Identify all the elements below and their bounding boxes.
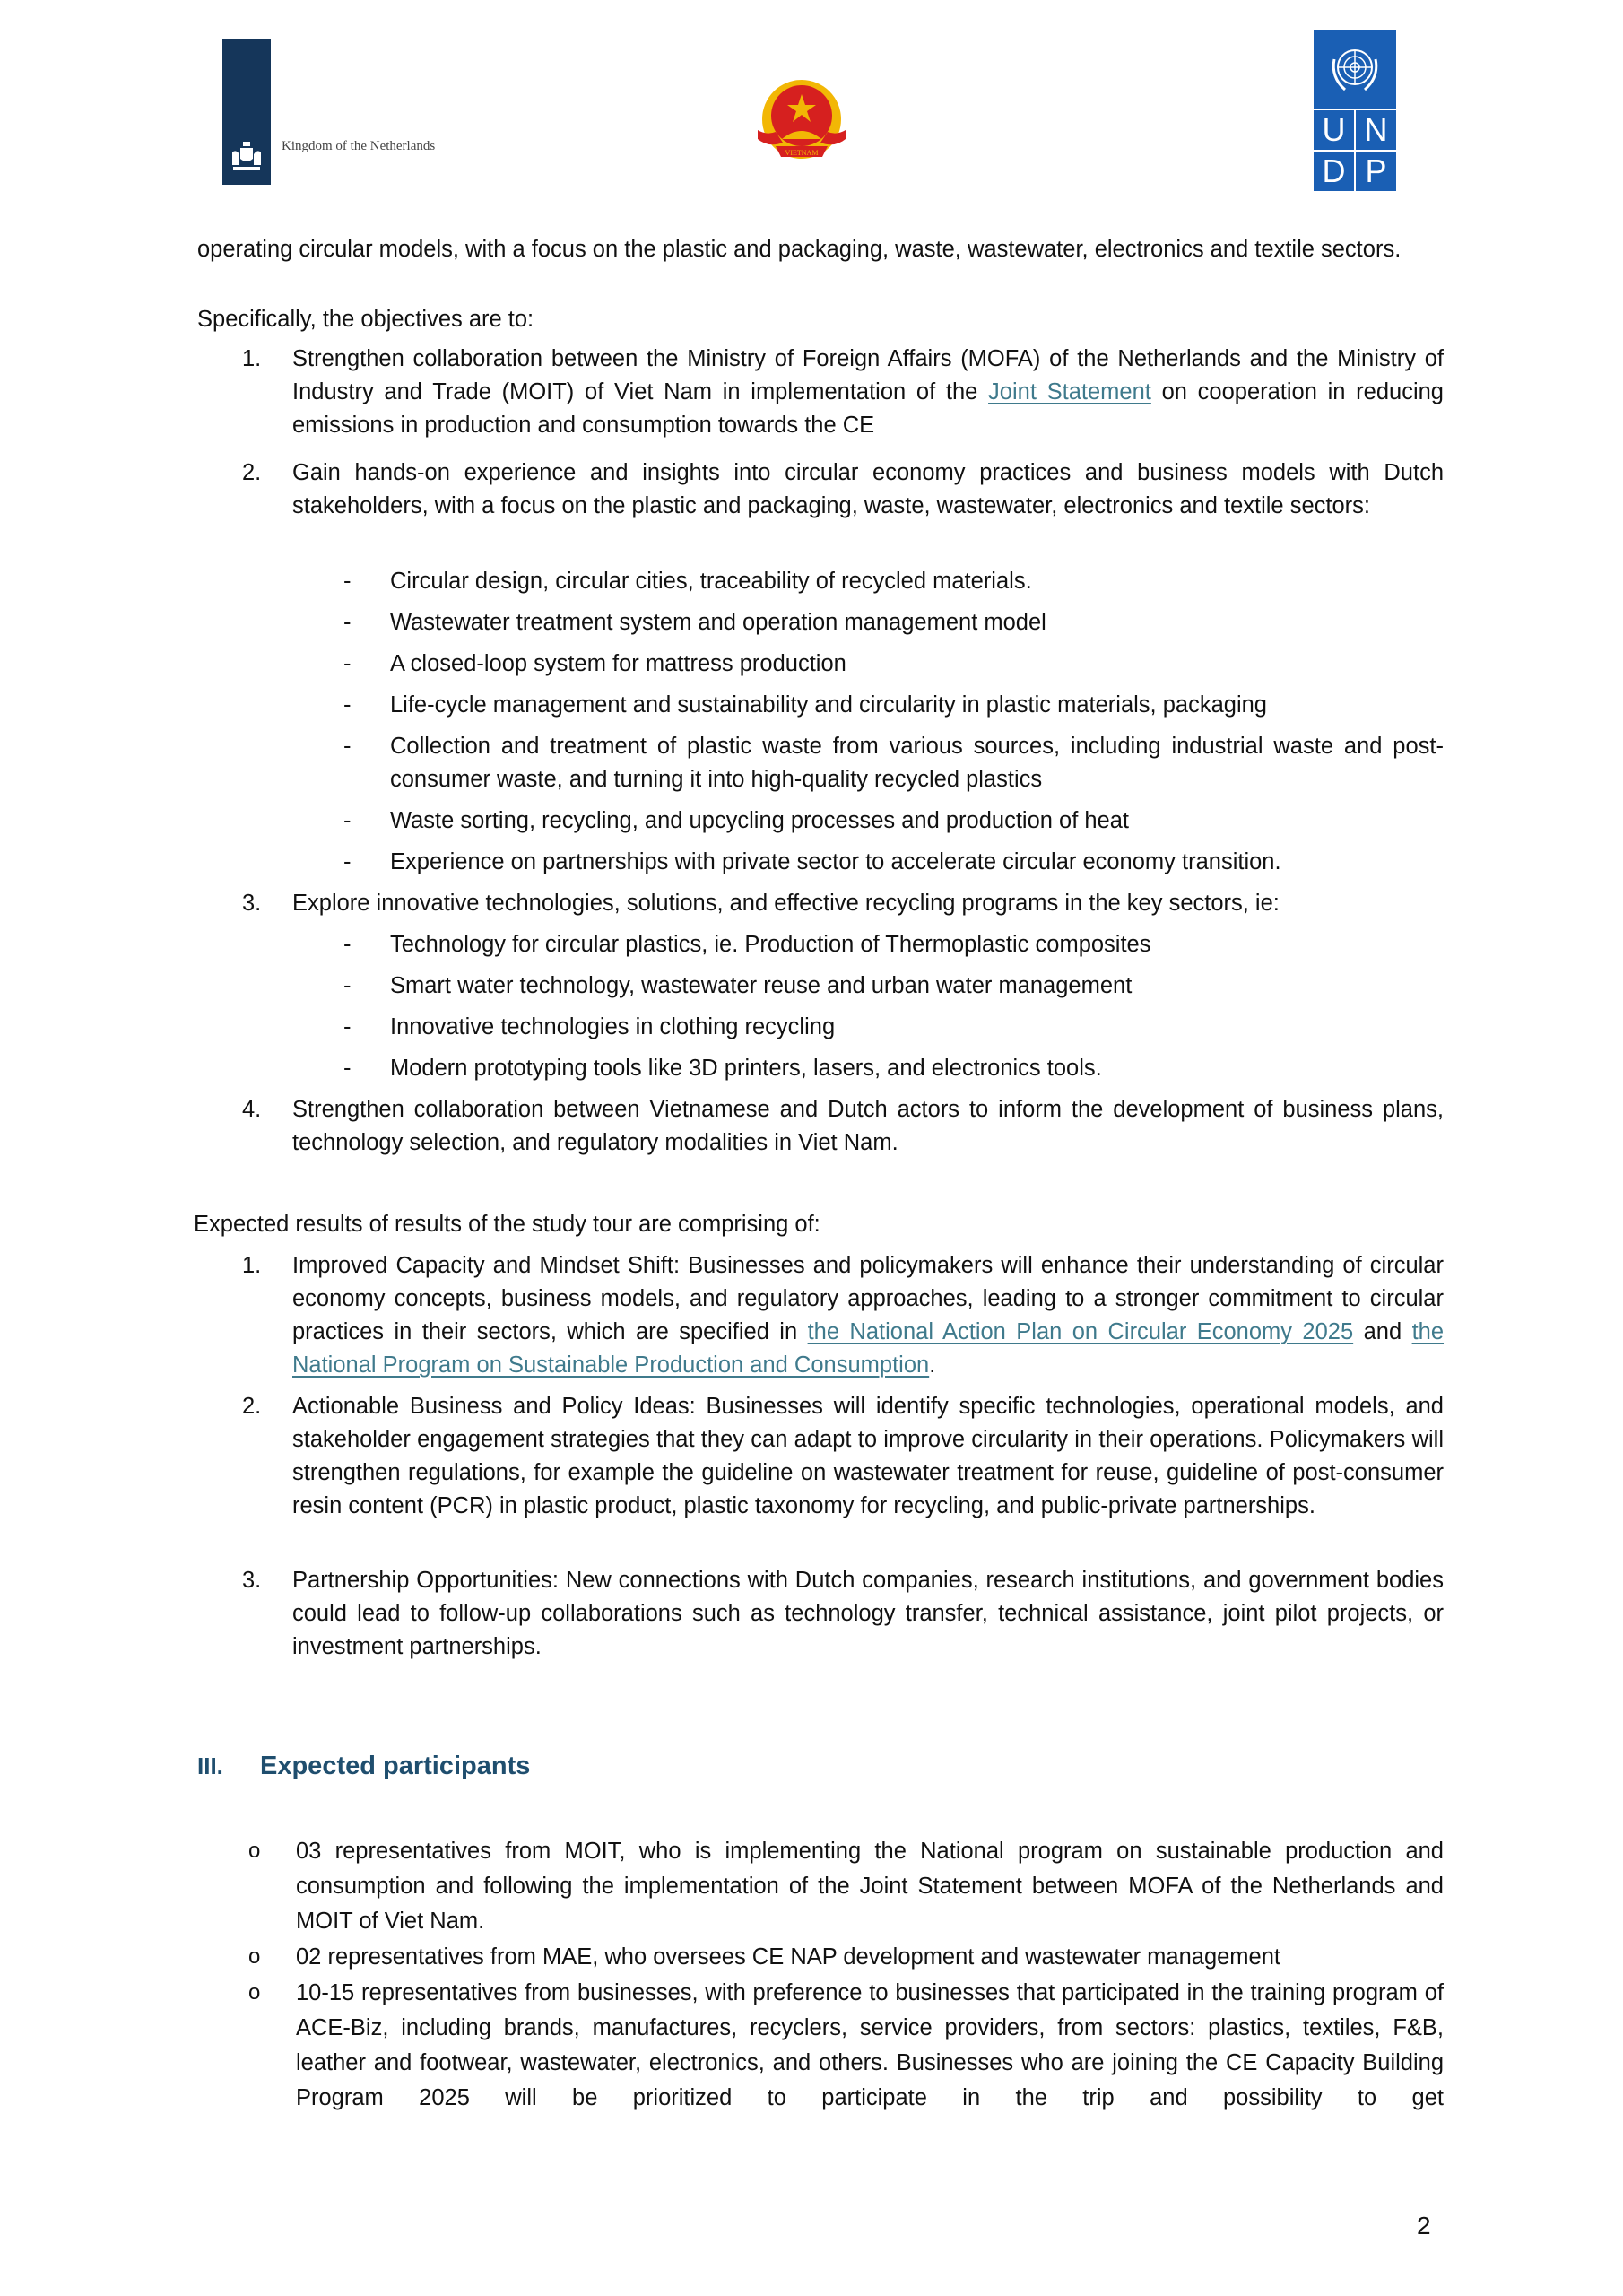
bullet-dash: - xyxy=(343,734,352,759)
bullet-item: Waste sorting, recycling, and upcycling processes and production of heat xyxy=(390,808,1130,833)
section-heading xyxy=(197,1752,530,1781)
objective-item xyxy=(292,343,1444,442)
result-number: 3. xyxy=(242,1568,262,1593)
result-item xyxy=(292,1249,1444,1382)
objective-item: Strengthen collaboration between Vietnamese and Dutch actors to inform the development of business plans, technology selection, and regulatory modalities in Viet Nam. xyxy=(292,1097,1444,1155)
joint-statement-link[interactable]: Joint Statement xyxy=(988,379,1151,404)
bullet-dash: - xyxy=(343,692,352,718)
undp-letter: P xyxy=(1356,152,1396,191)
bullet-dash: - xyxy=(343,849,352,874)
participant-item: 03 representatives from MOIT, who is implementing the National program on sustainable production and consumption and following the implementation of the Joint Statement between MOFA of the Netherlands and MOIT of Viet Nam. xyxy=(296,1839,1444,1934)
section-number: III. xyxy=(197,1752,223,1779)
objective-number: 2. xyxy=(242,460,262,485)
participant-item: 02 representatives from MAE, who oversees CE NAP development and wastewater management xyxy=(296,1944,1280,1970)
netherlands-bar xyxy=(222,39,271,185)
bullet-item: Wastewater treatment system and operation management model xyxy=(390,610,1046,635)
bullet-item: Experience on partnerships with private sector to accelerate circular economy transition. xyxy=(390,849,1281,874)
result-text: Improved Capacity and Mindset Shift: Businesses and policymakers will enhance their understanding of circular economy concepts, business models, and regulatory approaches, leading to a stronger commitment to circular practices in their sectors, which are specified in xyxy=(292,1253,1444,1344)
bullet-dash: - xyxy=(343,569,352,594)
result-item: Partnership Opportunities: New connections with Dutch companies, research institutions, and government bodies could lead to follow-up collaborations such as technology transfer, technical assistance, joint pilot projects, or investment partnerships. xyxy=(292,1568,1444,1659)
bullet-circle: o xyxy=(248,1944,261,1969)
netherlands-logo-text: Kingdom of the Netherlands xyxy=(282,139,436,153)
bullet-item: Collection and treatment of plastic waste from various sources, including industrial waste and post-consumer waste, and turning it into high-quality recycled plastics xyxy=(390,734,1444,792)
vietnam-emblem-icon xyxy=(751,76,854,166)
bullet-item: Circular design, circular cities, traceability of recycled materials. xyxy=(390,569,1032,594)
result-text: and xyxy=(1363,1319,1402,1344)
bullet-dash: - xyxy=(343,1014,352,1039)
bullet-item: Life-cycle management and sustainability and circularity in plastic materials, packaging xyxy=(390,692,1267,718)
bullet-dash: - xyxy=(343,1056,352,1081)
undp-letter: U xyxy=(1314,110,1354,150)
bullet-circle: o xyxy=(248,1980,261,2005)
bullet-dash: - xyxy=(343,973,352,998)
objective-text: on cooperation in reducing emissions in production and consumption towards the CE xyxy=(292,379,1444,438)
undp-letter: D xyxy=(1314,152,1354,191)
undp-letter: N xyxy=(1356,110,1396,150)
intro-continuation: operating circular models, with a focus on the plastic and packaging, waste, wastewater, electronics and textile sectors. xyxy=(197,237,1402,262)
section-title: Expected participants xyxy=(260,1752,531,1780)
objectives-lead: Specifically, the objectives are to: xyxy=(197,307,534,332)
bullet-item: A closed-loop system for mattress production xyxy=(390,651,846,676)
participant-item: 10-15 representatives from businesses, with preference to businesses that participated in the training program of ACE-Biz, including brands, manufactures, recyclers, service providers, from sectors: plastics, textiles, F&B, leather and footwear, wastewater, electronics, and others. Businesses who are joining the CE Capacity Building Program 2025 will be prioritized to participate in the trip and possibility to get xyxy=(296,1980,1444,2110)
bullet-item: Modern prototyping tools like 3D printers, lasers, and electronics tools. xyxy=(390,1056,1102,1081)
netherlands-logo xyxy=(222,39,435,185)
bullet-dash: - xyxy=(343,808,352,833)
result-text: . xyxy=(929,1352,936,1378)
result-number: 2. xyxy=(242,1394,262,1419)
bullet-item: Innovative technologies in clothing recycling xyxy=(390,1014,836,1039)
objective-number: 1. xyxy=(242,346,262,371)
page-number: 2 xyxy=(1417,2212,1431,2239)
objective-item: Explore innovative technologies, solutions, and effective recycling programs in the key sectors, ie: xyxy=(292,891,1280,916)
undp-logo xyxy=(1314,30,1396,191)
result-number: 1. xyxy=(242,1253,262,1278)
un-emblem xyxy=(1314,30,1396,109)
results-lead: Expected results of results of the study tour are comprising of: xyxy=(194,1212,820,1237)
national-program-link[interactable]: the National Program on Sustainable Production and Consumption xyxy=(292,1319,1445,1378)
bullet-circle: o xyxy=(248,1839,261,1863)
objective-number: 3. xyxy=(242,891,262,916)
objective-item: Gain hands-on experience and insights into circular economy practices and business models with Dutch stakeholders, with a focus on the plastic and packaging, waste, wastewater, electronics and textile sectors: xyxy=(292,460,1444,518)
undp-letters xyxy=(1314,110,1396,191)
objective-text: Strengthen collaboration between the Ministry of Foreign Affairs (MOFA) of the Netherlands and the Ministry of Industry and Trade (MOIT) of Viet Nam in implementation of the xyxy=(292,346,1444,404)
royal-crest-icon xyxy=(230,142,264,172)
national-action-plan-link[interactable]: the National Action Plan on Circular Economy 2025 xyxy=(807,1319,1354,1344)
un-globe-icon xyxy=(1327,41,1383,97)
objective-number: 4. xyxy=(242,1097,262,1122)
bullet-dash: - xyxy=(343,610,352,635)
result-item: Actionable Business and Policy Ideas: Businesses will identify specific technologies, operational models, and stakeholder engagement strategies that they can adapt to improve circularity in their operations. Policymakers will strengthen regulations, for example the guideline on wastewater treatment for reuse, guideline of post-consumer resin content (PCR) in plastic product, plastic taxonomy for recycling, and public-private partnerships. xyxy=(292,1394,1444,1518)
bullet-dash: - xyxy=(343,651,352,676)
bullet-item: Technology for circular plastics, ie. Production of Thermoplastic composites xyxy=(390,932,1151,957)
bullet-dash: - xyxy=(343,932,352,957)
bullet-item: Smart water technology, wastewater reuse and urban water management xyxy=(390,973,1133,998)
svg-text:VIETNAM: VIETNAM xyxy=(785,149,819,157)
